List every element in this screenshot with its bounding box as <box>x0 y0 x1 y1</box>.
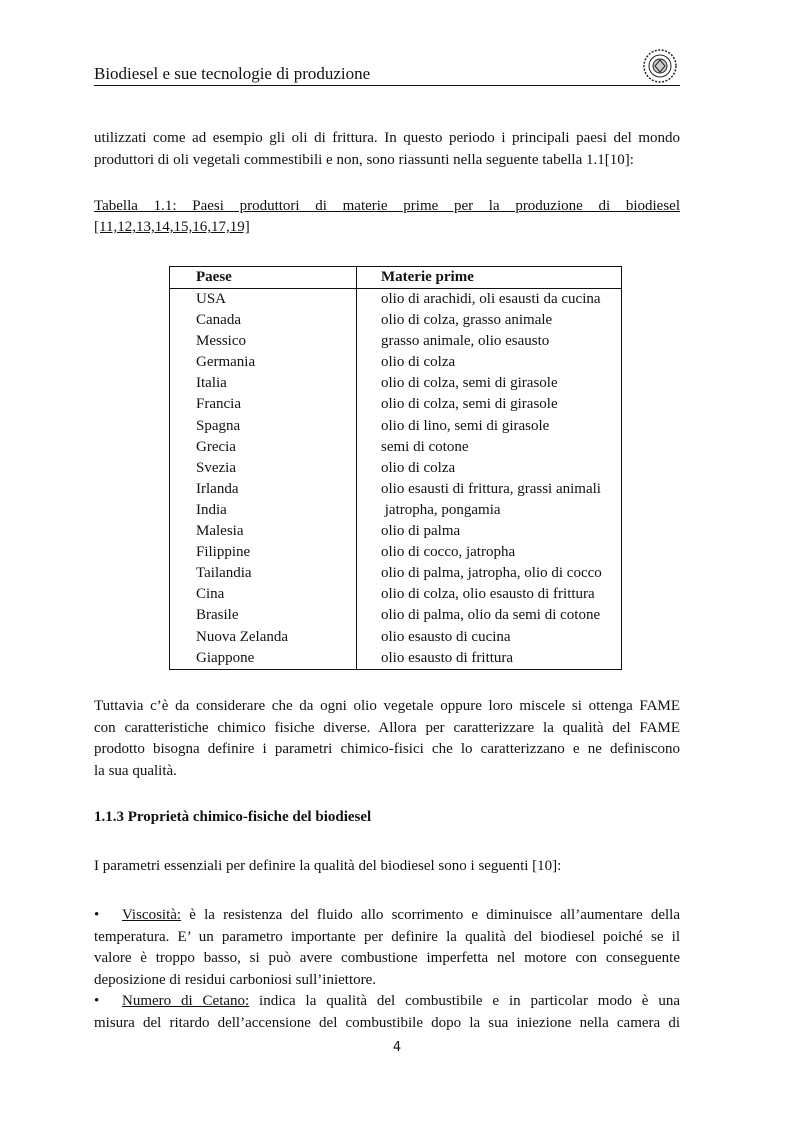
materials-cell: olio di colza, grasso animale <box>381 312 553 329</box>
bullet-text: è la resistenza del fluido allo scorrimento e diminuisce all’aumentare della <box>181 907 680 923</box>
table-row <box>170 584 622 605</box>
country-cell: Italia <box>170 373 357 394</box>
table-row <box>170 605 622 626</box>
materials-cell: olio di lino, semi di girasole <box>381 417 550 434</box>
table-caption-line-1: Tabella 1.1: Paesi produttori di materie prime per la produzione di biodiesel <box>94 198 680 214</box>
materials-cell: olio di palma, jatropha, olio di cocco <box>381 565 602 582</box>
bullet-text: indica la qualità del combustibile e in particolar modo è una <box>249 993 680 1009</box>
table-caption-line-2: [11,12,13,14,15,16,17,19] <box>94 219 250 235</box>
country-cell: Filippine <box>170 542 357 563</box>
table-row <box>170 352 622 373</box>
country-cell: Spagna <box>170 416 357 437</box>
materials-cell: olio esausti di frittura, grassi animali <box>381 480 601 497</box>
country-cell: Svezia <box>170 458 357 479</box>
country-cell: Grecia <box>170 437 357 458</box>
section-heading: 1.1.3 Proprietà chimico-fisiche del biodiesel <box>94 809 372 825</box>
country-cell: Tailandia <box>170 563 357 584</box>
table-row <box>170 542 622 563</box>
bullet-item-viscosity <box>94 905 680 991</box>
country-cell: USA <box>170 289 357 311</box>
country-cell: Francia <box>170 394 357 415</box>
materials-cell: olio di palma, olio da semi di cotone <box>381 607 601 624</box>
table-row <box>170 310 622 331</box>
country-cell: Germania <box>170 352 357 373</box>
table-row <box>170 437 622 458</box>
country-cell: Irlanda <box>170 479 357 500</box>
paragraph-fame-line-1: Tuttavia c’è da considerare che da ogni olio vegetale oppure loro miscele si ottenga FAME <box>94 698 680 714</box>
materials-cell: olio di colza, semi di girasole <box>381 375 558 392</box>
country-cell: Giappone <box>170 648 357 670</box>
table-row <box>170 373 622 394</box>
paragraph-fame-line-2: con caratteristiche chimico fisiche diverse. Allora per caratterizzare la qualità del FAME <box>94 719 680 736</box>
materials-cell: olio di palma <box>381 523 461 540</box>
bullet-text: deposizione di residui carboniosi sull’iniettore. <box>94 971 377 988</box>
table-row <box>170 500 622 521</box>
column-header-country: Paese <box>170 267 357 289</box>
country-cell: India <box>170 500 357 521</box>
table-row <box>170 563 622 584</box>
country-cell: Malesia <box>170 521 357 542</box>
materials-cell: olio di colza <box>381 459 456 476</box>
intro-line-1: utilizzati come ad esempio gli oli di frittura. In questo periodo i principali paesi del mondo <box>94 130 680 146</box>
country-cell: Nuova Zelanda <box>170 627 357 648</box>
materials-cell: olio di colza, olio esausto di frittura <box>381 586 595 603</box>
country-cell: Canada <box>170 310 357 331</box>
paragraph-fame-line-3: prodotto bisogna definire i parametri chimico-fisici che lo caratterizzano e ne definiscono <box>94 741 680 757</box>
materials-cell: grasso animale, olio esausto <box>381 333 550 350</box>
table-row <box>170 648 622 670</box>
bullet-term: Numero di Cetano: <box>122 993 250 1009</box>
bullet-term: Viscosità: <box>122 907 182 923</box>
materials-cell: olio di colza <box>381 354 456 371</box>
country-cell: Cina <box>170 584 357 605</box>
table-row <box>170 521 622 542</box>
table-row <box>170 479 622 500</box>
bullet-text: valore è troppo basso, si può avere combustione imperfetta nel motore con conseguente <box>94 950 680 966</box>
table-row <box>170 394 622 415</box>
table-row <box>170 416 622 437</box>
bullet-text: temperatura. E’ un parametro importante per definire la qualità del biodiesel poiché se il <box>94 928 680 945</box>
materials-cell: olio di cocco, jatropha <box>381 544 516 561</box>
bullet-icon: • <box>94 907 100 923</box>
bullet-icon: • <box>94 993 100 1009</box>
university-seal-icon <box>642 48 678 84</box>
country-cell: Brasile <box>170 605 357 626</box>
materials-cell: olio esausto di frittura <box>381 649 514 666</box>
intro-line-2: produttori di oli vegetali commestibili e non, sono riassunti nella seguente tabella 1.1[10]: <box>94 151 634 168</box>
bullet-text: misura del ritardo dell’accensione del combustibile dopo la sua iniezione nella camera di <box>94 1014 680 1031</box>
paragraph-fame <box>94 696 680 782</box>
header-title: Biodiesel e sue tecnologie di produzione <box>94 64 371 83</box>
table-header-row <box>170 267 622 289</box>
materials-cell: semi di cotone <box>381 438 469 455</box>
header-rule <box>94 85 680 86</box>
paragraph-parameters: I parametri essenziali per definire la qualità del biodiesel sono i seguenti [10]: <box>94 858 562 874</box>
bullet-item-cetane <box>94 991 680 1034</box>
page-number: 4 <box>392 1040 402 1055</box>
materials-cell: olio di arachidi, oli esausti da cucina <box>381 291 601 307</box>
table-row <box>170 331 622 352</box>
country-cell: Messico <box>170 331 357 352</box>
paragraph-fame-line-4: la sua qualità. <box>94 762 177 779</box>
table-row <box>170 289 622 311</box>
materials-cell: jatropha, pongamia <box>381 501 501 518</box>
materials-cell: olio esausto di cucina <box>381 628 511 645</box>
producers-table <box>169 266 622 670</box>
table-row <box>170 458 622 479</box>
materials-cell: olio di colza, semi di girasole <box>381 396 558 413</box>
table-row <box>170 627 622 648</box>
column-header-materials: Materie prime <box>357 267 622 289</box>
